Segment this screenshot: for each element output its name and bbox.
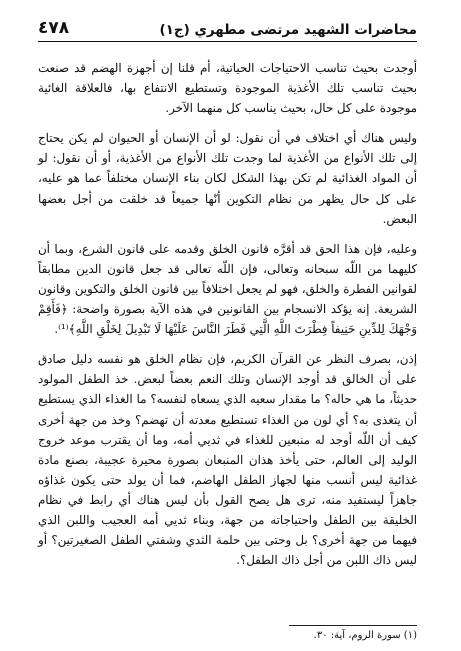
footnote: (١) سورة الروم، آية: ٣٠. [313, 630, 417, 641]
page-number: ٤٧٨ [38, 18, 70, 38]
paragraph: إذن، بصرف النظر عن القرآن الكريم، فإن نظام الخلق هو نفسه دليل صادق على أن الخالق قد أوجد الإنسان وتلك النعم بعضاً لبعض. خذ الطفل المولود حديثاً، ما هي حاله؟ ما مقدار سعيه الذي يسعاه لنفسه؟ ما الغذاء الذي يستطيع أن يتغذى به؟ أي لون من الغذاء تستطيع معدته أن تهضم؟ وخذ من جهة أخرى كيف أن اللّه أوجد له منبعين للغذاء في ثديي أمه، وما أن يقترب موعد خروج الوليد إلى العالم، حتى يأخذ هذان المنبعان بصورة محيرة عجيبة، بصنع مادة غذائية ليس أنسب منها لجهاز الطفل الهاضم، فما أن يولد حتى يكون غذاؤه جاهزاً ليستفيد منه، ترى هل يصح القول بأن ليس هناك أي رابط في نظام الخليقة بين الطفل واحتياجاته من جهة، وبناء ثديي أمه العجيب واللبن الذي فيهما من جهة أخرى؟ بل وحتى بين حلمة الثدي وشفتي الطفل الصغيرتين؟ أو ليس ذاك اللبن من أجل ذاك الطفل؟. [38, 352, 417, 568]
paragraph: أوجدت بحيث تناسب الاحتياجات الحياتية، أم قلنا إن أجهزة الهضم قد صنعت بحيث تناسب تلك الأغذية الموجودة وتستطيع الانتفاع بها، فالعلاقة الغائية موجودة على كل حال، بحيث يناسب كل منهما الآخر. [38, 61, 417, 116]
paragraph: وليس هناك أي اختلاف في أن نقول: لو أن الإنسان أو الحيوان لم يكن يحتاج إلى تلك الأنواع من الأغذية لما وجدت تلك الأنواع من الأغذية، أو أن نقول: لو أن المواد الغذائية لم تكن بهذا الشكل لكان بناء الإنسان مختلفاً عما هو عليه، على كل حال يظهر من نظام التكوين أنّها جميعاً قد خلقت من أجل بعضها البعض. [38, 131, 417, 226]
page-body [38, 58, 417, 570]
running-title: محاضرات الشهيد مرتضى مطهري (ج١) [159, 22, 417, 38]
page-header [38, 14, 417, 42]
paragraph: وعليه، فإن هذا الحق قد أقرَّه قانون الخلق وقدمه على قانون الشرع، وبما أن كليهما من اللّه سبحانه وتعالى، فإن اللّه تعالى قد جعل قانون الدين مطابقاً لقوانين الفطرة والخلق، فهو لم يجعل اختلافاً بين قانون الخلق والتكوين وقانون الشريعة. إنه يؤكد الانسجام بين القانونين في هذه الآية بصورة واضحة: ﴿فَأَقِمْ وَجْهَكَ لِلدِّينِ حَنِيفاً فِطْرَتَ اللَّهِ الَّتِي فَطَرَ النَّاسَ عَلَيْهَا لَا تَبْدِيلَ لِخَلْقِ اللَّهِ﴾⁽¹⁾. [38, 241, 417, 337]
footnote-divider [289, 625, 417, 626]
